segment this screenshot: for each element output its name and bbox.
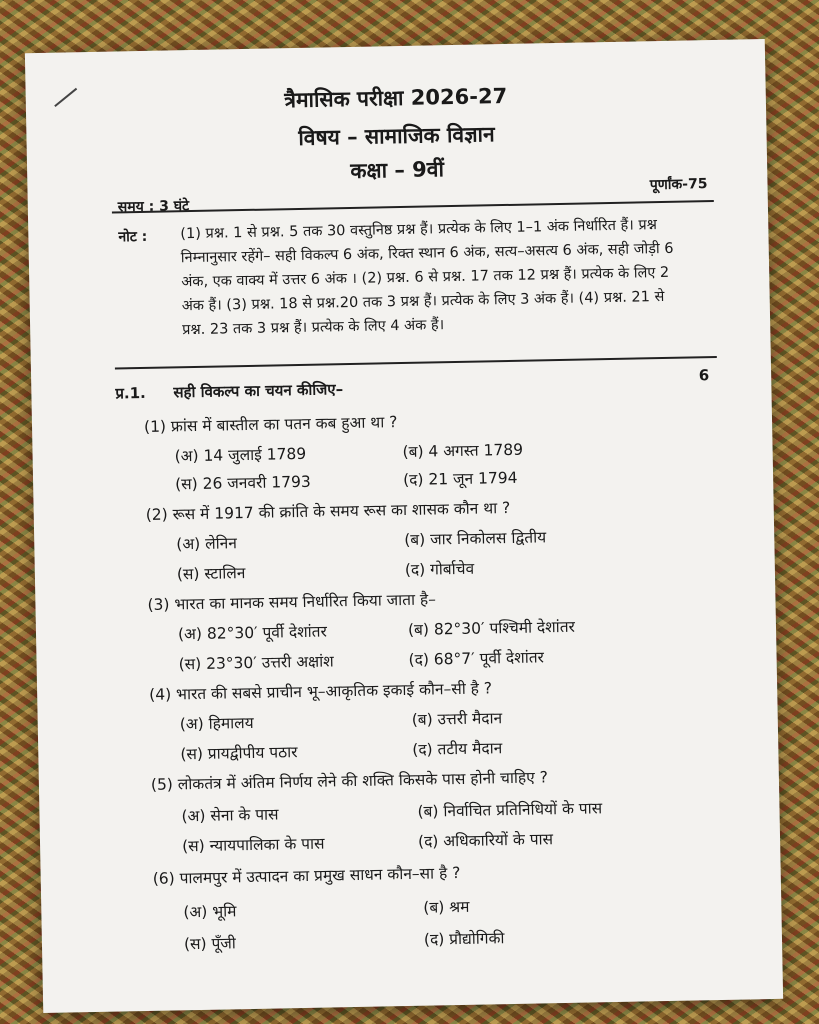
exam-paper	[25, 39, 783, 1013]
question: (4) भारत की सबसे प्राचीन भू–आकृतिक इकाई कौन–सी है ?	[149, 679, 493, 704]
total-marks: पूर्णांक-75	[649, 176, 708, 194]
divider	[112, 200, 714, 214]
option-d: (द) 21 जून 1794	[402, 468, 518, 490]
option-b: (ब) उत्तरी मैदान	[411, 709, 503, 729]
question: (1) फ्रांस में बास्तील का पतन कब हुआ था ?	[143, 413, 398, 436]
option-a: (अ) 14 जुलाई 1789	[174, 444, 307, 466]
option-c: (स) स्टालिन	[176, 564, 246, 584]
option-b: (ब) निर्वाचित प्रतिनिधियों के पास	[417, 799, 603, 821]
option-b: (ब) 82°30′ पश्चिमी देशांतर	[407, 617, 576, 639]
option-c: (स) 26 जनवरी 1793	[174, 472, 311, 494]
option-a: (अ) सेना के पास	[181, 805, 279, 826]
option-d: (द) अधिकारियों के पास	[417, 830, 554, 851]
option-a: (अ) भूमि	[183, 902, 237, 922]
section-title: सही विकल्प का चयन कीजिए–	[173, 380, 344, 402]
question: (3) भारत का मानक समय निर्धारित किया जाता है–	[147, 590, 437, 614]
question: (5) लोकतंत्र में अंतिम निर्णय लेने की शक्ति किसके पास होनी चाहिए ?	[150, 768, 549, 794]
note-label: नोट :	[118, 228, 148, 246]
option-c: (स) प्रायद्वीपीय पठार	[180, 743, 298, 764]
option-d: (द) प्रौद्योगिकी	[423, 929, 505, 949]
note-text: (1) प्रश्न. 1 से प्रश्न. 5 तक 30 वस्तुनिष्ठ प्रश्न हैं। प्रत्येक के लिए 1–1 अंक निर्धारित हैं। प्रश्न निम्नानुसार रहेंगे– सही विकल्प 6 अंक, रिक्त स्थान 6 अंक, सत्य–असत्य 6 अंक, सही जोड़ी 6 अंक, एक वाक्य में उत्तर 6 अंक । (2) प्रश्न. 6 से प्रश्न. 17 तक 12 प्रश्न हैं। प्रत्येक के लिए 2 अंक हैं। (3) प्रश्न. 18 से प्रश्न.20 तक 3 प्रश्न हैं। प्रत्येक के लिए 3 अंक हैं। (4) प्रश्न. 21 से प्रश्न. 23 तक 3 प्रश्न हैं। प्रत्येक के लिए 4 अंक हैं।	[180, 217, 674, 339]
subject-line: विषय – सामाजिक विज्ञान	[298, 122, 495, 150]
option-d: (द) गोर्बाचेव	[404, 559, 475, 579]
option-a: (अ) हिमालय	[179, 713, 254, 734]
time-label: समय : 3 घंटे	[117, 198, 190, 216]
exam-title: त्रैमासिक परीक्षा 2026-27	[284, 83, 508, 113]
option-d: (द) तटीय मैदान	[412, 739, 503, 759]
option-a: (अ) 82°30′ पूर्वी देशांतर	[177, 622, 328, 644]
option-b: (ब) जार निकोलस द्वितीय	[404, 528, 547, 549]
divider	[115, 356, 717, 370]
question: (2) रूस में 1917 की क्रांति के समय रूस का शासक कौन था ?	[145, 498, 511, 524]
option-c: (स) 23°30′ उत्तरी अक्षांश	[178, 652, 334, 674]
option-c: (स) पूँजी	[183, 934, 236, 954]
question: (6) पालमपुर में उत्पादन का प्रमुख साधन कौन–सा है ?	[152, 863, 461, 888]
class-line: कक्षा – 9वीं	[350, 157, 445, 183]
section-marks: 6	[698, 366, 710, 385]
option-a: (अ) लेनिन	[176, 534, 238, 554]
option-c: (स) न्यायपालिका के पास	[181, 834, 325, 856]
option-d: (द) 68°7′ पूर्वी देशांतर	[408, 648, 545, 669]
option-b: (ब) 4 अगस्त 1789	[402, 440, 524, 462]
section-number: प्र.1.	[115, 383, 146, 403]
option-b: (ब) श्रम	[423, 897, 470, 917]
